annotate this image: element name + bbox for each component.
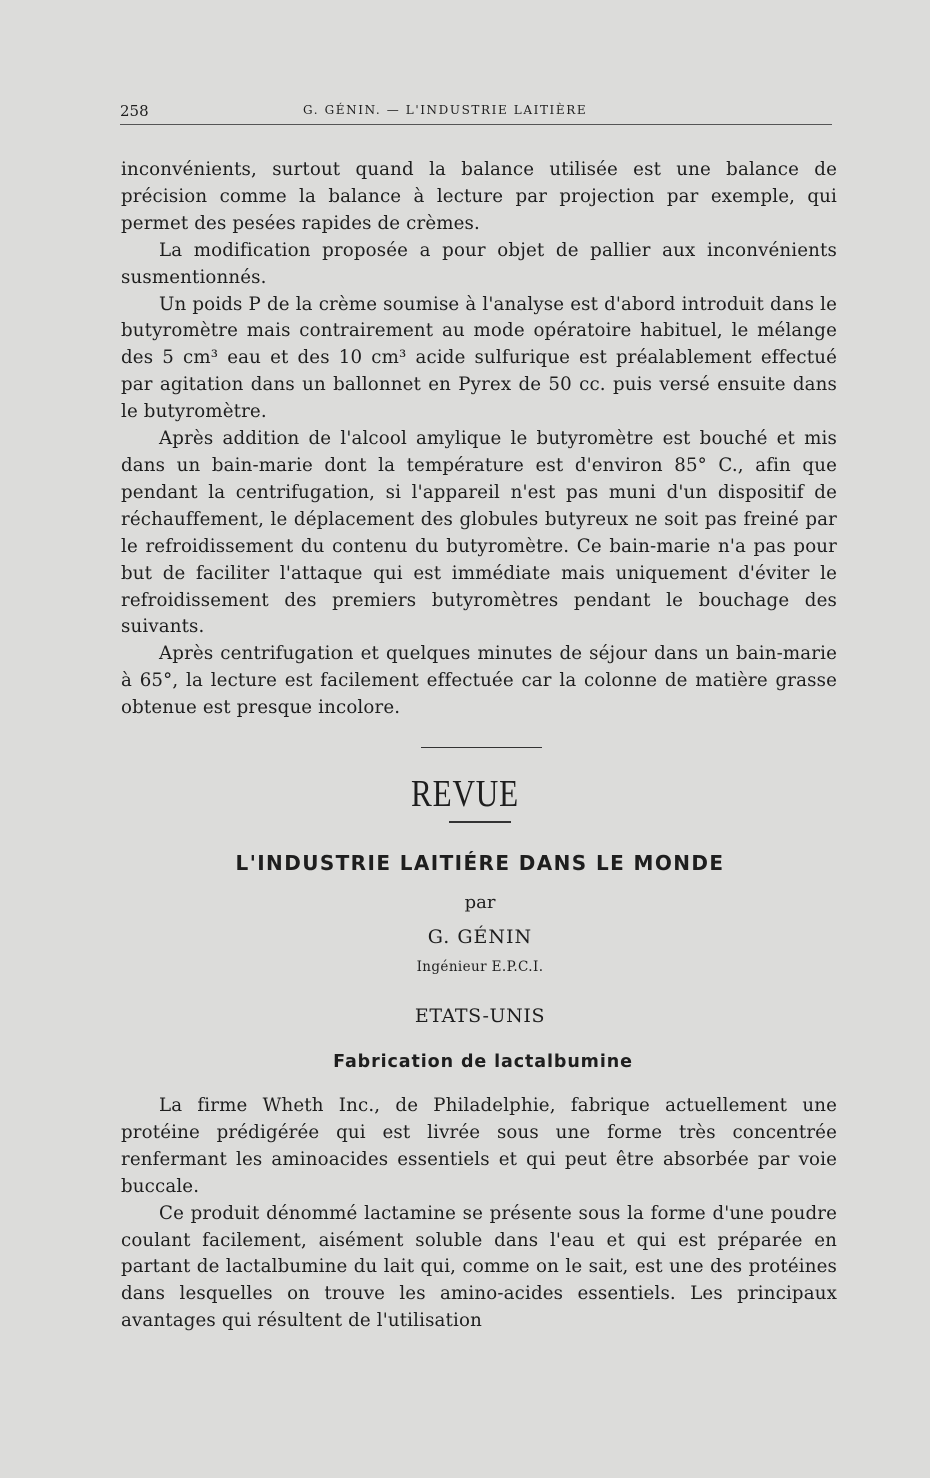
author-affiliation: Ingénieur E.P.C.I. (416, 959, 544, 975)
paragraph: Après centrifugation et quelques minutes de séjour dans un bain-marie à 65°, la lecture est facilement effectuée car la colonne de matière grasse obtenue est presque incolore. (121, 643, 837, 719)
article-subtitle: Fabrication de lactalbumine (333, 1052, 633, 1072)
paragraph: La modification proposée a pour objet de pallier aux inconvénients susmentionnés. (121, 239, 837, 288)
heading-underline-rule (449, 821, 511, 823)
byline-par: par (464, 892, 496, 913)
author-name: G. GÉNIN (427, 926, 533, 948)
paragraph: Ce produit dénommé lactamine se présente sous la forme d'une poudre coulant facilement, aisément soluble dans l'eau et qui est préparée en partant de lactalbumine du lait qui, comme on le sait, est une des protéines dans lesquelles on trouve les amino-acides essentiels. Les principaux avantages qui résultent de l'utilisation (121, 1202, 837, 1332)
article-title: L'INDUSTRIE LAITIÉRE DANS LE MONDE (235, 851, 725, 875)
running-header (120, 102, 832, 125)
section-divider-rule (421, 747, 542, 748)
country-heading: ETATS-UNIS (414, 1005, 546, 1027)
paragraph: Un poids P de la crème soumise à l'analyse est d'abord introduit dans le butyromètre mais contrairement au mode opératoire habituel, le mélange des 5 cm³ eau et des 10 cm³ acide sulfurique est préalablement effectué par agitation dans un ballonnet en Pyrex de 50 cc. puis versé ensuite dans le butyromètre. (121, 293, 837, 423)
section-2-text (121, 1093, 837, 1335)
section-1-text (121, 157, 837, 722)
paragraph: Après addition de l'alcool amylique le butyromètre est bouché et mis dans un bain-marie dont la température est d'environ 85° C., afin que pendant la centrifugation, si l'appareil n'est pas muni d'un dispositif de réchauffement, le déplacement des globules butyreux ne soit pas freiné par le refroidissement du contenu du butyromètre. Ce bain-marie n'a pas pour but de faciliter l'attaque qui est immédiate mais uniquement d'éviter le refroidissement des premiers butyromètres pendant le bouchage des suivants. (121, 428, 837, 638)
running-title: G. GÉNIN. — L'INDUSTRIE LAITIÈRE (303, 103, 588, 117)
paragraph: La firme Wheth Inc., de Philadelphie, fabrique actuellement une protéine prédigérée qui est livrée sous une forme très concentrée renfermant les aminoacides essentiels et qui peut être absorbée par voie buccale. (121, 1095, 837, 1197)
page-number: 258 (120, 102, 149, 120)
revue-heading: REVUE (411, 773, 519, 815)
paragraph: inconvénients, surtout quand la balance utilisée est une balance de précision comme la balance à lecture par projection par exemple, qui permet des pesées rapides de crèmes. (121, 159, 837, 234)
